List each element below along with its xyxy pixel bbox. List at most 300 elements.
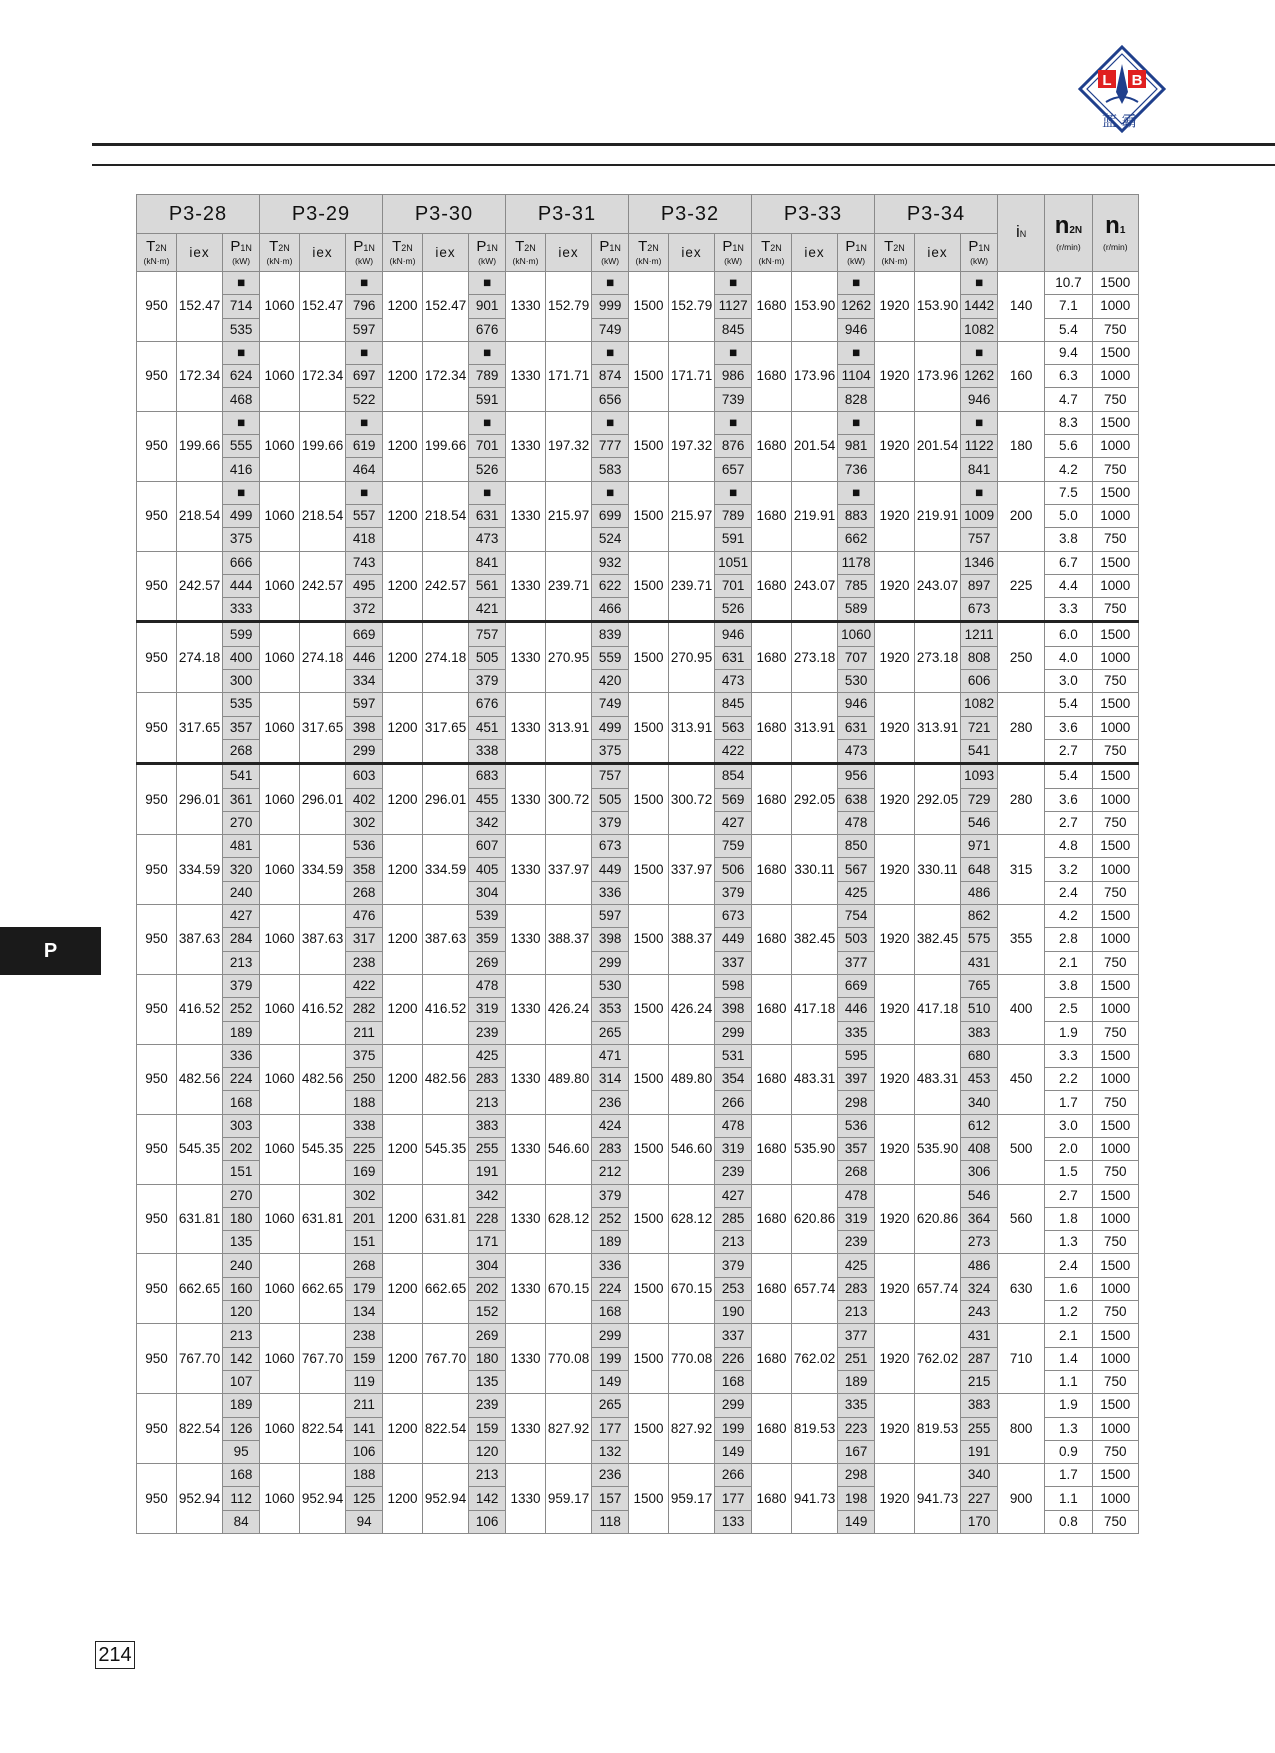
t2n-cell: 1920 xyxy=(875,835,915,905)
n2n-cell: 1.2 xyxy=(1045,1301,1092,1324)
iex-cell: 243.07 xyxy=(914,551,960,622)
iex-cell: 545.35 xyxy=(422,1114,468,1184)
p1n-cell: 337 xyxy=(715,1324,752,1347)
iex-cell: 827.92 xyxy=(545,1394,591,1464)
iex-cell: 172.34 xyxy=(299,341,345,411)
table-row xyxy=(137,551,1139,574)
n1-cell: 1000 xyxy=(1092,435,1138,458)
p1n-cell: 375 xyxy=(346,1044,383,1067)
t2n-cell: 1200 xyxy=(383,1394,423,1464)
t2n-header-subscript: 2N xyxy=(770,243,782,253)
iex-cell: 218.54 xyxy=(176,481,222,551)
p1n-cell: 224 xyxy=(223,1068,260,1091)
in-letter: i xyxy=(1016,222,1020,241)
t2n-header-symbol xyxy=(260,239,299,256)
p1n-cell: 213 xyxy=(223,1324,260,1347)
t2n-header xyxy=(506,234,546,272)
iex-cell: 482.56 xyxy=(176,1044,222,1114)
t2n-header-unit: (kN·m) xyxy=(143,256,170,266)
p1n-cell: 785 xyxy=(838,574,875,597)
in-cell: 630 xyxy=(998,1254,1045,1324)
t2n-cell: 1500 xyxy=(629,411,669,481)
t2n-cell: 950 xyxy=(137,974,177,1044)
iex-cell: 172.34 xyxy=(176,341,222,411)
t2n-cell: 1060 xyxy=(260,764,300,835)
p1n-header-letter: P xyxy=(230,238,241,255)
p1n-cell: 559 xyxy=(592,646,629,669)
p1n-cell: 591 xyxy=(469,388,506,411)
iex-cell: 952.94 xyxy=(422,1464,468,1534)
p1n-cell: 897 xyxy=(961,574,998,597)
p1n-cell: 422 xyxy=(346,974,383,997)
p1n-cell: 180 xyxy=(469,1347,506,1370)
t2n-cell: 1920 xyxy=(875,764,915,835)
p1n-cell: 1009 xyxy=(961,504,998,527)
p1n-cell: 971 xyxy=(961,835,998,858)
t2n-header-letter: T xyxy=(884,238,894,255)
p1n-cell: 268 xyxy=(346,1254,383,1277)
p1n-cell: 1060 xyxy=(838,622,875,646)
p1n-cell: 300 xyxy=(223,670,260,693)
p1n-cell: ■ xyxy=(223,411,260,434)
n1-cell: 1500 xyxy=(1092,693,1138,716)
p1n-cell: 226 xyxy=(715,1347,752,1370)
n1-cell: 750 xyxy=(1092,1440,1138,1463)
in-symbol xyxy=(1016,222,1026,241)
n2n-cell: 4.8 xyxy=(1045,835,1092,858)
p1n-cell: 189 xyxy=(223,1394,260,1417)
t2n-cell: 1330 xyxy=(506,974,546,1044)
p1n-cell: ■ xyxy=(223,341,260,364)
in-cell: 280 xyxy=(998,693,1045,764)
p1n-cell: 303 xyxy=(223,1114,260,1137)
p1n-cell: 211 xyxy=(346,1021,383,1044)
t2n-cell: 1330 xyxy=(506,272,546,342)
n2n-cell: 7.5 xyxy=(1045,481,1092,504)
p1n-cell: 427 xyxy=(715,1184,752,1207)
t2n-cell: 1060 xyxy=(260,1324,300,1394)
iex-cell: 218.54 xyxy=(422,481,468,551)
iex-cell: 239.71 xyxy=(545,551,591,622)
p1n-header-letter: P xyxy=(599,238,610,255)
t2n-cell: 1500 xyxy=(629,551,669,622)
iex-cell: 300.72 xyxy=(545,764,591,835)
p1n-cell: 486 xyxy=(961,1254,998,1277)
p1n-cell: 151 xyxy=(223,1161,260,1184)
p1n-cell: 149 xyxy=(715,1440,752,1463)
t2n-header-symbol xyxy=(137,239,176,256)
p1n-cell: 427 xyxy=(223,905,260,928)
iex-cell: 416.52 xyxy=(422,974,468,1044)
p1n-cell: 425 xyxy=(838,1254,875,1277)
t2n-cell: 1500 xyxy=(629,1464,669,1534)
p1n-cell: ■ xyxy=(592,341,629,364)
t2n-cell: 1500 xyxy=(629,622,669,693)
p1n-cell: 169 xyxy=(346,1161,383,1184)
t2n-cell: 1920 xyxy=(875,411,915,481)
p1n-cell: 132 xyxy=(592,1440,629,1463)
t2n-header-subscript: 2N xyxy=(524,243,536,253)
p1n-cell: ■ xyxy=(715,272,752,295)
p1n-cell: 268 xyxy=(346,881,383,904)
iex-cell: 770.08 xyxy=(668,1324,714,1394)
iex-cell: 382.45 xyxy=(791,905,837,975)
p1n-cell: 225 xyxy=(346,1137,383,1160)
p1n-cell: 569 xyxy=(715,788,752,811)
n1-cell: 750 xyxy=(1092,528,1138,551)
p1n-cell: 358 xyxy=(346,858,383,881)
in-cell: 450 xyxy=(998,1044,1045,1114)
p1n-cell: 759 xyxy=(715,835,752,858)
p1n-cell: 557 xyxy=(346,504,383,527)
p1n-cell: 595 xyxy=(838,1044,875,1067)
svg-text:L: L xyxy=(1102,72,1112,89)
iex-cell: 197.32 xyxy=(668,411,714,481)
t2n-cell: 1060 xyxy=(260,411,300,481)
iex-cell: 215.97 xyxy=(545,481,591,551)
iex-header: iex xyxy=(914,234,960,272)
iex-cell: 762.02 xyxy=(791,1324,837,1394)
p1n-cell: 135 xyxy=(223,1231,260,1254)
t2n-cell: 1330 xyxy=(506,1394,546,1464)
iex-cell: 417.18 xyxy=(791,974,837,1044)
p1n-cell: 141 xyxy=(346,1417,383,1440)
p1n-cell: ■ xyxy=(223,481,260,504)
n2n-cell: 0.8 xyxy=(1045,1510,1092,1533)
t2n-cell: 1200 xyxy=(383,272,423,342)
t2n-header-symbol xyxy=(383,239,422,256)
table-row xyxy=(137,481,1139,504)
p1n-cell: 589 xyxy=(838,598,875,622)
t2n-header xyxy=(260,234,300,272)
p1n-cell: 631 xyxy=(469,504,506,527)
t2n-header-letter: T xyxy=(761,238,771,255)
t2n-header-subscript: 2N xyxy=(893,243,905,253)
n2n-cell: 1.6 xyxy=(1045,1277,1092,1300)
n1-header-subscript: 1 xyxy=(1119,224,1126,236)
n1-cell: 1000 xyxy=(1092,646,1138,669)
t2n-cell: 1060 xyxy=(260,1394,300,1464)
p1n-cell: 319 xyxy=(838,1207,875,1230)
t2n-header-unit: (kN·m) xyxy=(881,256,908,266)
p1n-cell: 765 xyxy=(961,974,998,997)
t2n-header-letter: T xyxy=(515,238,525,255)
iex-cell: 545.35 xyxy=(299,1114,345,1184)
n2n-cell: 1.8 xyxy=(1045,1207,1092,1230)
t2n-cell: 1500 xyxy=(629,693,669,764)
p1n-cell: 854 xyxy=(715,764,752,788)
iex-cell: 657.74 xyxy=(914,1254,960,1324)
n1-cell: 1500 xyxy=(1092,1254,1138,1277)
iex-cell: 273.18 xyxy=(791,622,837,693)
p1n-cell: 168 xyxy=(223,1464,260,1487)
p1n-cell: 180 xyxy=(223,1207,260,1230)
n1-cell: 1500 xyxy=(1092,1184,1138,1207)
p1n-cell: 361 xyxy=(223,788,260,811)
spec-table xyxy=(136,194,1139,1534)
n2n-cell: 2.4 xyxy=(1045,881,1092,904)
p1n-header-subscript: 1N xyxy=(978,243,990,253)
iex-cell: 767.70 xyxy=(299,1324,345,1394)
n1-cell: 750 xyxy=(1092,1370,1138,1393)
iex-cell: 631.81 xyxy=(176,1184,222,1254)
p1n-cell: ■ xyxy=(715,341,752,364)
iex-cell: 620.86 xyxy=(914,1184,960,1254)
p1n-cell: 901 xyxy=(469,295,506,318)
p1n-cell: 334 xyxy=(346,670,383,693)
p1n-header-unit: (kW) xyxy=(478,256,497,266)
t2n-cell: 1920 xyxy=(875,905,915,975)
p1n-cell: 449 xyxy=(592,858,629,881)
p1n-header-letter: P xyxy=(845,238,856,255)
iex-cell: 762.02 xyxy=(914,1324,960,1394)
p1n-cell: 201 xyxy=(346,1207,383,1230)
p1n-cell: 160 xyxy=(223,1277,260,1300)
p1n-cell: 106 xyxy=(469,1510,506,1533)
p1n-header-unit: (kW) xyxy=(970,256,989,266)
iex-cell: 152.47 xyxy=(422,272,468,342)
p1n-cell: 213 xyxy=(469,1091,506,1114)
in-cell: 500 xyxy=(998,1114,1045,1184)
n2n-cell: 1.3 xyxy=(1045,1417,1092,1440)
t2n-cell: 1330 xyxy=(506,693,546,764)
p1n-header-letter: P xyxy=(353,238,364,255)
p1n-cell: 252 xyxy=(223,998,260,1021)
p1n-cell: 1093 xyxy=(961,764,998,788)
table-row xyxy=(137,974,1139,997)
p1n-cell: 319 xyxy=(469,998,506,1021)
p1n-cell: 606 xyxy=(961,670,998,693)
p1n-cell: 431 xyxy=(961,1324,998,1347)
t2n-cell: 1680 xyxy=(752,693,792,764)
iex-cell: 171.71 xyxy=(545,341,591,411)
table-row xyxy=(137,1324,1139,1347)
t2n-cell: 950 xyxy=(137,1114,177,1184)
p1n-cell: 455 xyxy=(469,788,506,811)
p1n-header xyxy=(469,234,506,272)
n1-cell: 1000 xyxy=(1092,1277,1138,1300)
p1n-cell: 223 xyxy=(838,1417,875,1440)
iex-cell: 337.97 xyxy=(545,835,591,905)
p1n-cell: 405 xyxy=(469,858,506,881)
p1n-cell: 839 xyxy=(592,622,629,646)
p1n-cell: 449 xyxy=(715,928,752,951)
n1-cell: 1000 xyxy=(1092,928,1138,951)
n2n-cell: 3.0 xyxy=(1045,670,1092,693)
p1n-header xyxy=(592,234,629,272)
p1n-cell: 622 xyxy=(592,574,629,597)
p1n-cell: 227 xyxy=(961,1487,998,1510)
p1n-cell: 152 xyxy=(469,1301,506,1324)
p1n-cell: 336 xyxy=(592,881,629,904)
p1n-cell: 375 xyxy=(223,528,260,551)
iex-cell: 152.79 xyxy=(545,272,591,342)
p1n-cell: 284 xyxy=(223,928,260,951)
p1n-cell: 619 xyxy=(346,435,383,458)
table-row xyxy=(137,1184,1139,1207)
p1n-cell: 270 xyxy=(223,811,260,834)
p1n-cell: 299 xyxy=(346,739,383,763)
p1n-cell: 669 xyxy=(346,622,383,646)
t2n-cell: 1680 xyxy=(752,1254,792,1324)
p1n-cell: 932 xyxy=(592,551,629,574)
p1n-cell: 476 xyxy=(346,905,383,928)
p1n-cell: 252 xyxy=(592,1207,629,1230)
p1n-header-unit: (kW) xyxy=(601,256,620,266)
p1n-cell: 379 xyxy=(592,1184,629,1207)
p1n-cell: 1122 xyxy=(961,435,998,458)
iex-cell: 218.54 xyxy=(299,481,345,551)
n2n-cell: 2.4 xyxy=(1045,1254,1092,1277)
iex-cell: 819.53 xyxy=(914,1394,960,1464)
p1n-cell: 215 xyxy=(961,1370,998,1393)
p1n-cell: ■ xyxy=(346,341,383,364)
p1n-cell: 503 xyxy=(838,928,875,951)
iex-cell: 628.12 xyxy=(545,1184,591,1254)
t2n-cell: 1330 xyxy=(506,905,546,975)
p1n-cell: 701 xyxy=(469,435,506,458)
p1n-cell: 240 xyxy=(223,881,260,904)
t2n-cell: 1330 xyxy=(506,1044,546,1114)
n2n-cell: 4.4 xyxy=(1045,574,1092,597)
p1n-header-letter: P xyxy=(722,238,733,255)
t2n-header-letter: T xyxy=(392,238,402,255)
iex-cell: 941.73 xyxy=(914,1464,960,1534)
n2n-cell: 4.0 xyxy=(1045,646,1092,669)
p1n-cell: 202 xyxy=(223,1137,260,1160)
n2n-cell: 2.5 xyxy=(1045,998,1092,1021)
n2n-cell: 3.2 xyxy=(1045,858,1092,881)
p1n-cell: 1262 xyxy=(961,365,998,388)
p1n-cell: 648 xyxy=(961,858,998,881)
p1n-cell: 446 xyxy=(346,646,383,669)
p1n-cell: 119 xyxy=(346,1370,383,1393)
p1n-cell: 84 xyxy=(223,1510,260,1533)
p1n-header-subscript: 1N xyxy=(855,243,867,253)
t2n-cell: 1330 xyxy=(506,1464,546,1534)
t2n-cell: 1920 xyxy=(875,1254,915,1324)
t2n-cell: 1680 xyxy=(752,1044,792,1114)
n1-cell: 750 xyxy=(1092,1091,1138,1114)
p1n-cell: ■ xyxy=(346,272,383,295)
in-cell: 710 xyxy=(998,1324,1045,1394)
p1n-cell: 402 xyxy=(346,788,383,811)
in-cell: 280 xyxy=(998,764,1045,835)
table-row xyxy=(137,1044,1139,1067)
p1n-cell: 473 xyxy=(838,739,875,763)
p1n-cell: 255 xyxy=(469,1137,506,1160)
p1n-header xyxy=(715,234,752,272)
p1n-cell: 431 xyxy=(961,951,998,974)
p1n-cell: 240 xyxy=(223,1254,260,1277)
t2n-cell: 1920 xyxy=(875,481,915,551)
n1-cell: 1500 xyxy=(1092,481,1138,504)
t2n-cell: 950 xyxy=(137,272,177,342)
p1n-cell: 612 xyxy=(961,1114,998,1137)
p1n-cell: 999 xyxy=(592,295,629,318)
t2n-cell: 1200 xyxy=(383,551,423,622)
n1-cell: 1000 xyxy=(1092,1347,1138,1370)
n1-cell: 1500 xyxy=(1092,905,1138,928)
p1n-cell: 1178 xyxy=(838,551,875,574)
n1-header-unit: (r/min) xyxy=(1103,241,1128,252)
n2n-header-letter: n xyxy=(1054,211,1070,239)
p1n-cell: 213 xyxy=(223,951,260,974)
n1-cell: 1500 xyxy=(1092,1394,1138,1417)
model-header: P3-34 xyxy=(875,195,998,234)
iex-cell: 670.15 xyxy=(545,1254,591,1324)
t2n-cell: 1330 xyxy=(506,1114,546,1184)
p1n-cell: 266 xyxy=(715,1464,752,1487)
t2n-header-unit: (kN·m) xyxy=(389,256,416,266)
iex-cell: 767.70 xyxy=(176,1324,222,1394)
p1n-cell: 342 xyxy=(469,1184,506,1207)
iex-cell: 388.37 xyxy=(668,905,714,975)
n1-cell: 750 xyxy=(1092,811,1138,834)
p1n-cell: 714 xyxy=(223,295,260,318)
t2n-cell: 1500 xyxy=(629,1114,669,1184)
p1n-cell: 883 xyxy=(838,504,875,527)
iex-cell: 296.01 xyxy=(422,764,468,835)
p1n-cell: ■ xyxy=(469,411,506,434)
t2n-cell: 1330 xyxy=(506,481,546,551)
p1n-cell: 320 xyxy=(223,858,260,881)
p1n-cell: 699 xyxy=(592,504,629,527)
p1n-header-letter: P xyxy=(968,238,979,255)
t2n-cell: 1330 xyxy=(506,622,546,693)
p1n-header-symbol xyxy=(592,239,628,256)
p1n-cell: 567 xyxy=(838,858,875,881)
iex-cell: 274.18 xyxy=(299,622,345,693)
t2n-cell: 950 xyxy=(137,1394,177,1464)
iex-cell: 296.01 xyxy=(299,764,345,835)
table-row xyxy=(137,1254,1139,1277)
t2n-cell: 950 xyxy=(137,1044,177,1114)
p1n-cell: 239 xyxy=(838,1231,875,1254)
p1n-cell: 425 xyxy=(838,881,875,904)
p1n-cell: 212 xyxy=(592,1161,629,1184)
iex-cell: 482.56 xyxy=(299,1044,345,1114)
iex-cell: 201.54 xyxy=(914,411,960,481)
p1n-cell: 302 xyxy=(346,1184,383,1207)
p1n-cell: 190 xyxy=(715,1301,752,1324)
p1n-cell: 510 xyxy=(961,998,998,1021)
in-cell: 140 xyxy=(998,272,1045,342)
iex-cell: 426.24 xyxy=(668,974,714,1044)
t2n-cell: 1330 xyxy=(506,341,546,411)
t2n-cell: 1500 xyxy=(629,1254,669,1324)
iex-cell: 292.05 xyxy=(914,764,960,835)
table-row xyxy=(137,1464,1139,1487)
p1n-cell: 701 xyxy=(715,574,752,597)
p1n-cell: 1442 xyxy=(961,295,998,318)
t2n-cell: 1200 xyxy=(383,974,423,1044)
model-header: P3-33 xyxy=(752,195,875,234)
p1n-cell: 199 xyxy=(715,1417,752,1440)
t2n-header xyxy=(629,234,669,272)
t2n-cell: 1920 xyxy=(875,1114,915,1184)
n1-cell: 1500 xyxy=(1092,341,1138,364)
iex-cell: 201.54 xyxy=(791,411,837,481)
p1n-cell: 213 xyxy=(838,1301,875,1324)
p1n-cell: 522 xyxy=(346,388,383,411)
p1n-cell: 253 xyxy=(715,1277,752,1300)
table-row xyxy=(137,835,1139,858)
p1n-cell: 473 xyxy=(469,528,506,551)
p1n-cell: 317 xyxy=(346,928,383,951)
section-tab: P xyxy=(0,927,101,975)
t2n-header-letter: T xyxy=(638,238,648,255)
